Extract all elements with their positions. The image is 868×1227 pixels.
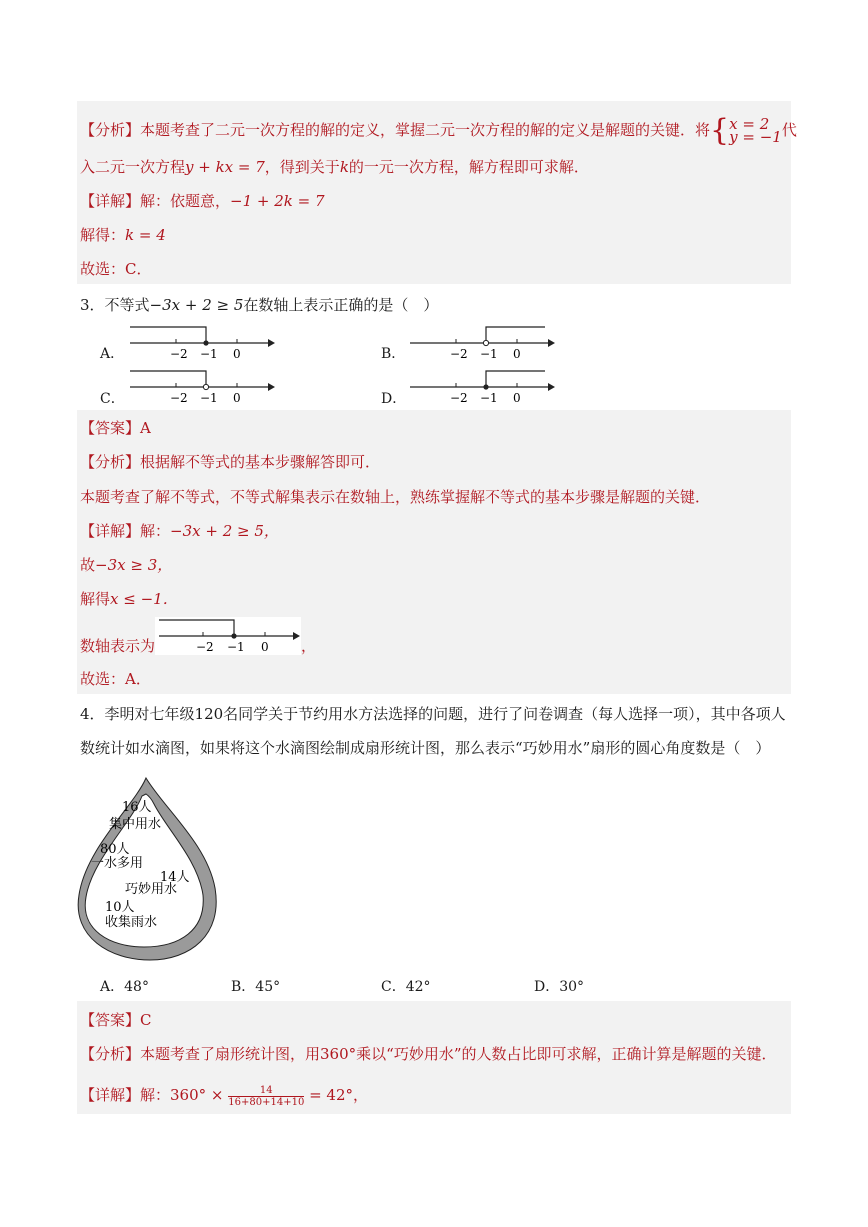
text: ，得到关于 [264, 158, 340, 176]
equation: y + kx = 7 [185, 158, 265, 176]
solution-ray [486, 327, 545, 343]
option-value: 45° [255, 979, 281, 995]
inequality: −3x + 2 ≥ 5 [149, 296, 244, 314]
fraction-denominator: 16+80+14+10 [228, 1096, 305, 1108]
q4-option-b [231, 976, 280, 996]
q3-detail-line [80, 521, 279, 541]
option-label: B． [231, 979, 256, 995]
q4-answer: 【答案】C [80, 1011, 152, 1029]
solid-endpoint [203, 340, 208, 345]
q3-option-a-label: A． [100, 346, 125, 362]
tick-label: 0 [513, 347, 521, 361]
q2-solve-line [80, 225, 166, 245]
text: 故 [80, 556, 96, 574]
equation: −1 + 2k = 7 [230, 192, 325, 210]
detail-label: 【详解】 [80, 1086, 141, 1104]
tick-label: −2 [196, 640, 214, 654]
text: 根据解不等式的基本步骤解答即可． [140, 453, 381, 471]
option-label: C． [381, 979, 406, 995]
solid-endpoint [231, 633, 236, 638]
q3-option-c-label: C． [100, 391, 125, 407]
q3-numline-suffix: ， [301, 637, 317, 655]
inequality: x ≤ −1． [110, 590, 178, 608]
system-top: x = 2 [729, 115, 770, 133]
label-count: 14人 [160, 870, 190, 885]
option-label: A． [100, 979, 125, 995]
q4-analysis-line [80, 1044, 777, 1064]
q4-stem-line-1: 4．李明对七年级120名同学关于节约用水方法选择的问题，进行了问卷调查（每人选择一项），其中各项人 [80, 705, 786, 723]
q3-option-b-number-line [405, 324, 555, 364]
tick-label: 0 [513, 391, 521, 405]
q3-stem [80, 295, 438, 315]
q3-option-c-number-line [125, 368, 275, 408]
tick-label: −2 [450, 347, 468, 361]
tick-label: 0 [233, 347, 241, 361]
fraction-numerator: 14 [228, 1085, 304, 1097]
label-name: 一水多用 [91, 856, 144, 871]
q3-analysis-line-2: 本题考查了解不等式，不等式解集表示在数轴上，熟练掌握解不等式的基本步骤是解题的关键． [80, 488, 711, 506]
axis-arrow [548, 339, 555, 347]
tick-label: −1 [480, 347, 498, 361]
solution-ray [130, 371, 206, 387]
q3-step2-line [80, 555, 172, 575]
tick-label: 0 [261, 640, 269, 654]
q4-option-d [534, 976, 584, 996]
label-name: 收集雨水 [105, 915, 158, 930]
option-value: 48° [124, 979, 149, 995]
q3-analysis-line [80, 452, 380, 472]
solution-ray [159, 620, 234, 636]
text: 在数轴上表示正确的是（ ） [243, 296, 439, 314]
q2-detail-line [80, 191, 325, 211]
q4-option-a [100, 976, 149, 996]
q2-analysis-line-1 [80, 113, 797, 148]
equation-system [729, 115, 782, 146]
text: 解： [140, 522, 171, 540]
label-count: 80人 [100, 842, 130, 857]
tick-label: −2 [170, 347, 188, 361]
expression: 解：360° × [140, 1086, 224, 1104]
option-value: 30° [559, 979, 585, 995]
label-name: 集中用水 [109, 817, 162, 832]
axis-arrow [548, 383, 555, 391]
axis-arrow [268, 383, 275, 391]
label-count: 10人 [105, 900, 135, 915]
q3-option-d-label: D． [381, 391, 407, 407]
q3-option-a-number-line [125, 324, 275, 364]
label-count: 16人 [122, 800, 152, 815]
q3-option-d-number-line [405, 368, 555, 408]
q3-option-b-label: B． [381, 346, 406, 362]
axis-arrow [293, 632, 300, 640]
equation: k = 4 [125, 226, 166, 244]
text: 解得 [80, 590, 111, 608]
text: 解得： [80, 226, 126, 244]
result: = 42°， [309, 1086, 369, 1104]
q3-choice-line: 故选：A． [80, 670, 151, 688]
solution-ray [130, 327, 206, 343]
fraction [228, 1085, 304, 1108]
text: 入二元一次方程 [80, 158, 186, 176]
text: 3．不等式 [80, 296, 150, 314]
axis-arrow [268, 339, 275, 347]
tick-label: −1 [200, 347, 218, 361]
system-brace: { [710, 113, 730, 148]
option-value: 42° [405, 979, 431, 995]
analysis-label: 【分析】 [80, 453, 141, 471]
inequality: −3x + 2 ≥ 5， [170, 522, 279, 540]
water-drop-figure [76, 770, 226, 965]
system-bottom: y = −1 [729, 128, 782, 146]
tick-label: −1 [480, 391, 498, 405]
analysis-label: 【分析】 [80, 121, 141, 139]
inequality: −3x ≥ 3， [95, 556, 173, 574]
hollow-endpoint [483, 340, 488, 345]
tick-label: −2 [450, 391, 468, 405]
q4-detail-line [80, 1082, 368, 1108]
solid-endpoint [483, 384, 488, 389]
q2-choice-line [80, 259, 151, 279]
text: 解：依题意， [140, 192, 231, 210]
text: 的一元一次方程，解方程即可求解． [348, 158, 589, 176]
analysis-text-tail: 代 [781, 121, 797, 139]
option-label: D． [534, 979, 560, 995]
q3-numline-prefix: 数轴表示为 [80, 637, 156, 655]
variable: k [339, 158, 349, 176]
q4-option-c [381, 976, 431, 996]
label-name: 巧妙用水 [125, 882, 178, 897]
q3-step3-line [80, 589, 178, 609]
choice-text: 故选：C． [80, 260, 152, 278]
q4-stem-line-2: 数统计如水滴图，如果将这个水滴图绘制成扇形统计图，那么表示“巧妙用水”扇形的圆心角度数是（ ） [80, 739, 771, 757]
detail-label: 【详解】 [80, 192, 141, 210]
solution-ray [486, 371, 545, 387]
analysis-text: 本题考查了二元一次方程的解的定义，掌握二元一次方程的解的定义是解题的关键．将 [140, 121, 711, 139]
q3-answer: 【答案】A [80, 419, 151, 437]
tick-label: 0 [233, 391, 241, 405]
tick-label: −1 [200, 391, 218, 405]
q2-analysis-line-2 [80, 157, 589, 177]
q3-solution-number-line [155, 617, 301, 655]
tick-label: −2 [170, 391, 188, 405]
tick-label: −1 [227, 640, 245, 654]
hollow-endpoint [203, 384, 208, 389]
text: 本题考查了扇形统计图，用360°乘以“巧妙用水”的人数占比即可求解，正确计算是解题的关键． [140, 1045, 777, 1063]
analysis-label: 【分析】 [80, 1045, 141, 1063]
detail-label: 【详解】 [80, 522, 141, 540]
